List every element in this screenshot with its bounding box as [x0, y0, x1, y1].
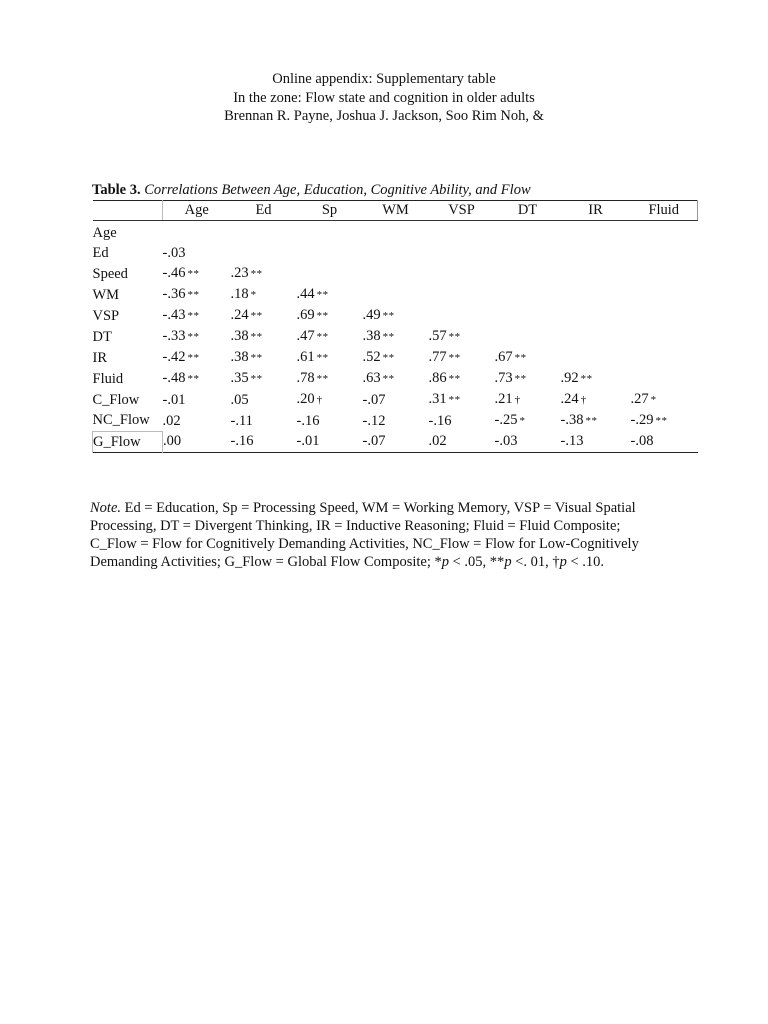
correlation-cell	[297, 431, 363, 452]
correlation-cell	[495, 326, 561, 347]
correlation-cell	[429, 410, 495, 431]
correlation-cell	[363, 326, 429, 347]
correlation-cell	[231, 284, 297, 305]
correlation-value: -.16	[296, 412, 320, 429]
note-p-symbol: p	[559, 554, 567, 570]
correlation-value: .61	[296, 349, 315, 365]
row-label: Ed	[92, 245, 109, 261]
row-label: NC_Flow	[92, 412, 150, 429]
correlation-cell	[163, 305, 231, 326]
significance-marker: **	[448, 352, 461, 364]
correlation-cell	[495, 284, 561, 305]
correlation-value: -.07	[362, 433, 386, 450]
correlation-cell	[631, 221, 698, 244]
correlation-cell	[561, 347, 631, 368]
correlation-cell	[231, 326, 297, 347]
note-line: Processing, DT = Divergent Thinking, IR = Inductive Reasoning; Fluid = Fluid Composite;	[90, 518, 621, 534]
note-p-symbol: p	[441, 554, 449, 570]
correlation-cell	[429, 221, 495, 244]
correlation-value: -.03	[494, 433, 518, 450]
significance-marker: **	[514, 352, 527, 364]
correlation-value: -.01	[162, 391, 186, 408]
correlation-cell	[297, 368, 363, 389]
correlation-cell	[561, 410, 631, 431]
correlation-cell	[429, 305, 495, 326]
correlation-cell	[429, 389, 495, 410]
correlation-value: -.48	[162, 370, 186, 386]
significance-marker: **	[448, 373, 461, 385]
correlation-cell	[163, 389, 231, 410]
significance-marker: **	[382, 310, 395, 322]
correlation-value: .52	[362, 349, 381, 365]
correlation-cell	[297, 284, 363, 305]
correlation-cell	[363, 389, 429, 410]
correlation-cell	[561, 389, 631, 410]
header-corner-cell	[93, 201, 163, 221]
column-header: VSP	[429, 201, 495, 221]
column-header: Age	[163, 201, 231, 221]
row-label: DT	[92, 328, 112, 345]
correlation-cell	[163, 243, 231, 263]
correlation-cell	[363, 263, 429, 284]
note-line	[90, 499, 690, 517]
significance-marker: **	[382, 373, 395, 385]
correlation-cell	[363, 410, 429, 431]
correlation-cell	[495, 221, 561, 244]
correlation-value: -.36	[162, 286, 186, 302]
note-text: Ed = Education, Sp = Processing Speed, WM = Working Memory, VSP = Visual Spatial	[121, 500, 636, 516]
table-note	[90, 499, 690, 571]
correlation-cell	[561, 431, 631, 452]
correlation-cell	[163, 410, 231, 431]
significance-marker: **	[316, 310, 329, 322]
correlation-cell	[363, 347, 429, 368]
row-label: Age	[92, 225, 117, 241]
table-row	[93, 263, 698, 284]
correlation-cell	[561, 284, 631, 305]
correlation-table	[92, 200, 698, 453]
correlation-cell	[163, 326, 231, 347]
correlation-value: .38	[230, 328, 249, 344]
correlation-value: .31	[428, 391, 447, 407]
row-label: WM	[92, 286, 120, 303]
correlation-cell	[495, 305, 561, 326]
significance-marker: **	[382, 331, 395, 343]
significance-marker: **	[250, 331, 263, 343]
note-text: < .05, **	[449, 554, 505, 570]
correlation-cell	[297, 389, 363, 410]
correlation-cell	[429, 368, 495, 389]
note-text: Demanding Activities; G_Flow = Global Flow Composite; *	[90, 554, 442, 570]
correlation-cell	[495, 243, 561, 263]
correlation-value: -.12	[362, 412, 386, 429]
correlation-cell	[429, 326, 495, 347]
note-text: <. 01, †	[511, 554, 560, 570]
correlation-cell	[631, 326, 698, 347]
correlation-value: .02	[162, 412, 181, 429]
correlation-cell	[163, 221, 231, 244]
table-title: Correlations Between Age, Education, Cognitive Ability, and Flow	[144, 182, 531, 198]
correlation-cell	[363, 431, 429, 452]
correlation-value: .18	[230, 286, 249, 302]
table-row	[93, 284, 698, 305]
correlation-value: -.38	[560, 412, 584, 428]
document-header	[0, 70, 768, 126]
correlation-value: -.46	[162, 265, 186, 281]
table-row	[93, 347, 698, 368]
correlation-cell	[163, 431, 231, 452]
significance-marker: **	[655, 415, 668, 427]
correlation-value: -.13	[560, 433, 584, 450]
correlation-cell	[429, 347, 495, 368]
correlation-cell	[297, 410, 363, 431]
table-row	[93, 389, 698, 410]
correlation-value: -.11	[230, 412, 253, 429]
significance-marker: **	[448, 394, 461, 406]
correlation-value: .77	[428, 349, 447, 365]
correlation-cell	[429, 243, 495, 263]
correlation-cell	[297, 221, 363, 244]
row-label: G_Flow	[93, 431, 163, 452]
significance-marker: **	[187, 268, 200, 280]
significance-marker: **	[250, 310, 263, 322]
correlation-cell	[163, 368, 231, 389]
correlation-value: .67	[494, 349, 513, 365]
header-line-appendix: Online appendix: Supplementary table	[272, 71, 496, 87]
correlation-table-block	[92, 182, 697, 453]
correlation-cell	[561, 243, 631, 263]
correlation-value: -.42	[162, 349, 186, 365]
column-header: Fluid	[631, 201, 698, 221]
correlation-value: .27	[630, 391, 649, 407]
correlation-value: .44	[296, 286, 315, 302]
correlation-cell	[561, 326, 631, 347]
column-header: IR	[561, 201, 631, 221]
correlation-cell	[231, 243, 297, 263]
correlation-cell	[561, 368, 631, 389]
correlation-cell	[495, 410, 561, 431]
significance-marker: **	[514, 373, 527, 385]
significance-marker: **	[316, 289, 329, 301]
correlation-value: -.33	[162, 328, 186, 344]
correlation-cell	[363, 243, 429, 263]
correlation-cell	[561, 305, 631, 326]
correlation-value: -.03	[162, 245, 186, 261]
correlation-value: .00	[163, 433, 182, 450]
correlation-cell	[631, 347, 698, 368]
correlation-cell	[297, 326, 363, 347]
correlation-cell	[297, 305, 363, 326]
correlation-cell	[429, 431, 495, 452]
correlation-cell	[631, 284, 698, 305]
significance-marker: *	[519, 415, 526, 427]
significance-marker: **	[585, 415, 598, 427]
table-body	[93, 221, 698, 453]
correlation-value: .57	[428, 328, 447, 344]
significance-marker: **	[316, 352, 329, 364]
significance-marker: **	[250, 268, 263, 280]
table-row	[93, 410, 698, 431]
table-header-row	[93, 201, 698, 221]
correlation-value: .23	[230, 265, 249, 281]
correlation-value: -.29	[630, 412, 654, 428]
correlation-cell	[231, 389, 297, 410]
row-label: Speed	[92, 265, 128, 282]
note-line	[90, 553, 690, 571]
significance-marker: **	[187, 331, 200, 343]
correlation-cell	[429, 284, 495, 305]
correlation-value: .73	[494, 370, 513, 386]
correlation-cell	[495, 368, 561, 389]
correlation-value: .69	[296, 307, 315, 323]
table-row	[93, 326, 698, 347]
correlation-cell	[429, 263, 495, 284]
row-label: Fluid	[92, 370, 124, 387]
correlation-cell	[363, 221, 429, 244]
significance-marker: **	[316, 331, 329, 343]
column-header: Sp	[297, 201, 363, 221]
header-line-authors: Brennan R. Payne, Joshua J. Jackson, Soo Rim Noh, &	[224, 108, 544, 124]
significance-marker: **	[580, 373, 593, 385]
correlation-cell	[631, 410, 698, 431]
correlation-cell	[363, 284, 429, 305]
correlation-value: -.08	[630, 433, 654, 450]
correlation-cell	[363, 368, 429, 389]
correlation-value: .92	[560, 370, 579, 386]
correlation-cell	[163, 263, 231, 284]
correlation-cell	[495, 263, 561, 284]
correlation-value: .02	[428, 433, 447, 450]
significance-marker: **	[448, 331, 461, 343]
correlation-cell	[231, 305, 297, 326]
correlation-cell	[163, 347, 231, 368]
significance-marker: **	[187, 352, 200, 364]
table-caption	[92, 182, 697, 199]
significance-marker: **	[250, 373, 263, 385]
correlation-cell	[163, 284, 231, 305]
significance-marker: **	[187, 289, 200, 301]
correlation-cell	[561, 221, 631, 244]
table-row	[93, 305, 698, 326]
correlation-value: -.16	[428, 412, 452, 429]
significance-marker: *	[250, 289, 257, 301]
correlation-cell	[631, 243, 698, 263]
correlation-value: .24	[230, 307, 249, 323]
correlation-value: .78	[296, 370, 315, 386]
correlation-cell	[631, 431, 698, 452]
correlation-cell	[231, 347, 297, 368]
column-header: WM	[363, 201, 429, 221]
significance-marker: *	[650, 394, 657, 406]
correlation-cell	[561, 263, 631, 284]
correlation-value: .38	[230, 349, 249, 365]
note-line: C_Flow = Flow for Cognitively Demanding Activities, NC_Flow = Flow for Low-Cognitively	[90, 536, 639, 552]
correlation-value: .05	[230, 391, 249, 408]
significance-marker: **	[382, 352, 395, 364]
correlation-cell	[297, 243, 363, 263]
column-header: DT	[495, 201, 561, 221]
correlation-value: .20	[296, 391, 315, 407]
correlation-value: .38	[362, 328, 381, 344]
table-number: Table 3.	[92, 182, 141, 198]
note-label: Note.	[90, 500, 122, 516]
correlation-value: -.25	[494, 412, 518, 428]
table-row	[93, 368, 698, 389]
correlation-cell	[495, 389, 561, 410]
correlation-cell	[495, 431, 561, 452]
correlation-cell	[631, 263, 698, 284]
correlation-value: .35	[230, 370, 249, 386]
correlation-cell	[231, 368, 297, 389]
correlation-cell	[631, 368, 698, 389]
significance-marker: †	[514, 394, 521, 406]
note-text: < .10.	[566, 554, 605, 570]
correlation-cell	[231, 431, 297, 452]
row-label: C_Flow	[92, 391, 140, 408]
correlation-value: .24	[560, 391, 579, 407]
correlation-cell	[231, 263, 297, 284]
correlation-cell	[231, 221, 297, 244]
correlation-value: -.43	[162, 307, 186, 323]
table-row	[93, 221, 698, 244]
correlation-value: .86	[428, 370, 447, 386]
correlation-value: .47	[296, 328, 315, 344]
table-row	[93, 243, 698, 263]
correlation-cell	[495, 347, 561, 368]
correlation-value: .63	[362, 370, 381, 386]
note-p-symbol: p	[504, 554, 512, 570]
correlation-value: .21	[494, 391, 513, 407]
correlation-cell	[231, 410, 297, 431]
table-row	[93, 431, 698, 452]
significance-marker: **	[187, 310, 200, 322]
correlation-value: -.07	[362, 391, 386, 408]
significance-marker: **	[187, 373, 200, 385]
significance-marker: **	[316, 373, 329, 385]
correlation-cell	[297, 347, 363, 368]
correlation-cell	[297, 263, 363, 284]
correlation-value: -.16	[230, 433, 254, 450]
correlation-value: .49	[362, 307, 381, 323]
significance-marker: †	[580, 394, 587, 406]
column-header: Ed	[231, 201, 297, 221]
correlation-cell	[631, 305, 698, 326]
correlation-cell	[631, 389, 698, 410]
correlation-cell	[363, 305, 429, 326]
significance-marker: **	[250, 352, 263, 364]
correlation-value: -.01	[296, 433, 320, 450]
significance-marker: †	[316, 394, 323, 406]
row-label: IR	[92, 349, 107, 366]
row-label: VSP	[92, 307, 120, 324]
header-line-paper-title: In the zone: Flow state and cognition in older adults	[233, 89, 535, 106]
